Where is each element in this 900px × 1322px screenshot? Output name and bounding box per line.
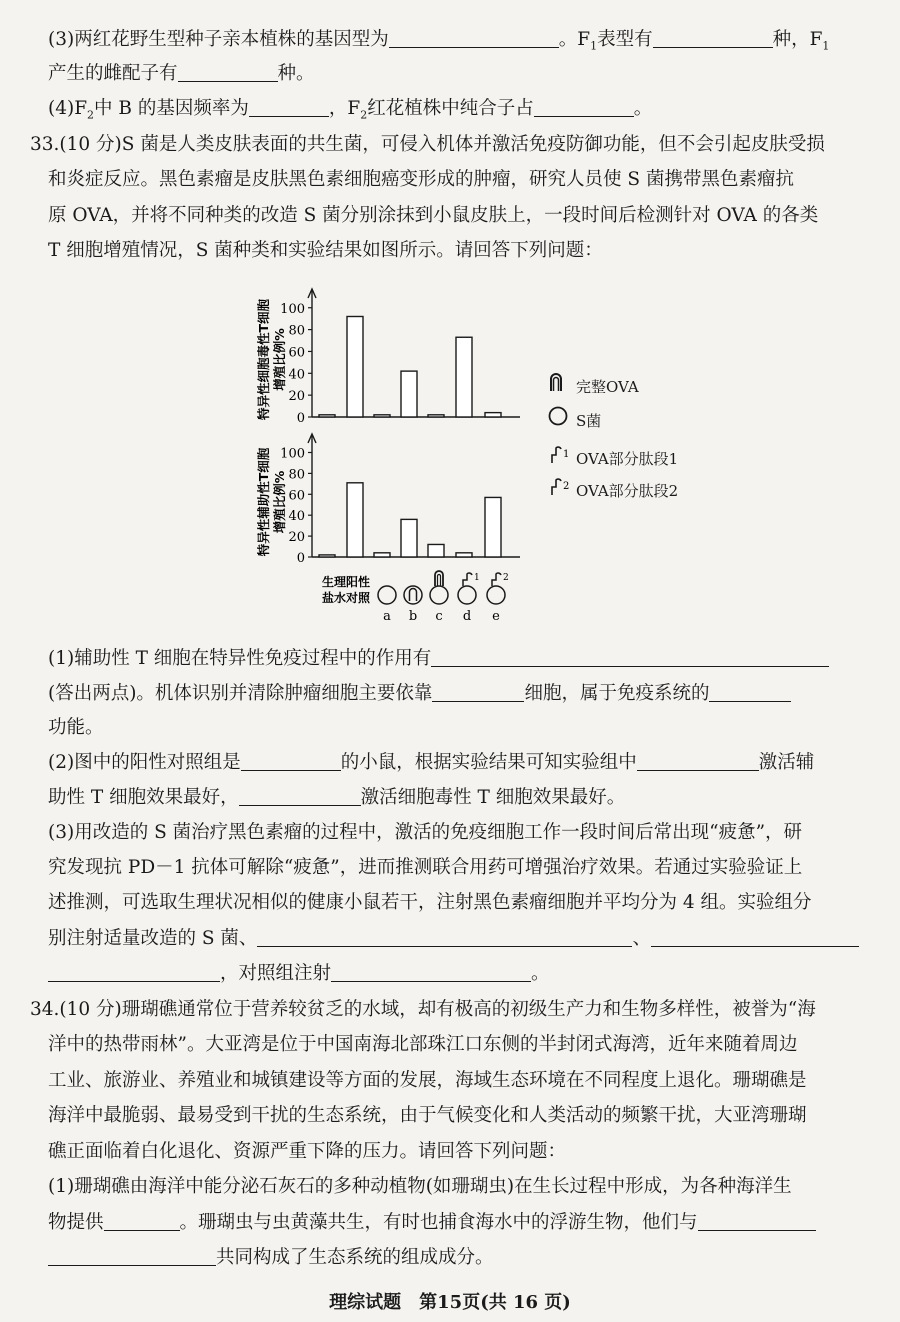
category-label-positive-bottom: 对照 bbox=[346, 591, 371, 605]
fragment-1-mark: 1 bbox=[474, 573, 480, 583]
t-cell-proliferation-chart bbox=[250, 282, 540, 627]
y-tick-label: 80 bbox=[288, 323, 305, 339]
q32-p3-text4: 种，F bbox=[772, 29, 823, 50]
y-axis-label-line1: 特异性细胞毒性T细胞 bbox=[256, 298, 271, 421]
q34-number: 34. bbox=[30, 999, 60, 1020]
q32-p3-text3: 表型有 bbox=[597, 29, 653, 50]
legend-label: OVA部分肽段2 bbox=[576, 482, 679, 500]
y-tick-label: 60 bbox=[288, 345, 305, 361]
legend-label: 完整OVA bbox=[576, 378, 639, 396]
answer-blank[interactable] bbox=[331, 963, 531, 982]
y-axis-label bbox=[256, 447, 287, 556]
q33-p3-text3: 、 bbox=[632, 928, 651, 949]
s-bacteria-icon bbox=[378, 586, 396, 604]
subscript: 2 bbox=[360, 108, 368, 122]
q33-number: 33. bbox=[30, 134, 60, 155]
intact-ova-icon bbox=[548, 372, 576, 396]
intact-ova-icon-inner bbox=[438, 575, 441, 587]
fragment-2-mark: 2 bbox=[503, 573, 509, 583]
q32-p4-text4: 红花植株中纯合子占 bbox=[367, 98, 534, 119]
q33-p3-text4: ，对照组注射 bbox=[220, 963, 332, 984]
q34-stem-line bbox=[48, 1140, 566, 1164]
answer-blank[interactable] bbox=[698, 1212, 816, 1231]
q33-p3-text: (3)用改造的 S 菌治疗黑色素瘤的过程中，激活的免疫细胞工作一段时间后常出现“疲惫”，研 bbox=[48, 822, 803, 843]
bar bbox=[347, 483, 363, 557]
q34-stem-text: 工业、旅游业、养殖业和城镇建设等方面的发展，海域生态环境在不同程度上退化。珊瑚礁是 bbox=[48, 1070, 807, 1091]
q33-p2-text2: 的小鼠，根据实验结果可知实验组中 bbox=[340, 752, 637, 773]
y-tick-label: 0 bbox=[296, 551, 305, 566]
subscript: 1 bbox=[590, 39, 598, 53]
y-tick-label: 20 bbox=[288, 389, 305, 405]
answer-blank[interactable] bbox=[431, 648, 829, 667]
q34-p1-text2: 物提供 bbox=[48, 1212, 104, 1233]
q33-p1-text4: 功能。 bbox=[48, 717, 104, 738]
q33-part3-line bbox=[48, 856, 802, 880]
q33-stem-line bbox=[48, 239, 603, 263]
y-tick-label: 100 bbox=[280, 301, 305, 317]
y-axis-label-line2: 增殖比例% bbox=[272, 470, 287, 534]
bar bbox=[401, 519, 417, 557]
y-axis-label-line2: 增殖比例% bbox=[272, 328, 287, 391]
q34-stem-text: 海洋中最脆弱、最易受到干扰的生态系统，由于气候变化和人类活动的频繁干扰，大亚湾珊瑚 bbox=[48, 1105, 807, 1126]
q33-part3-line bbox=[48, 891, 812, 915]
bar bbox=[374, 553, 390, 557]
q33-p3-text5: 。 bbox=[531, 963, 550, 984]
q33-p3-text: 究发现抗 PD－1 抗体可解除“疲惫”，进而推测联合用药可增强治疗效果。若通过实验验证上 bbox=[48, 857, 803, 878]
q32-part3-line bbox=[48, 28, 829, 59]
bar bbox=[456, 337, 472, 417]
answer-blank[interactable] bbox=[534, 98, 634, 117]
q33-stem-text: 和炎症反应。黑色素瘤是皮肤黑色素细胞癌变形成的肿瘤，研究人员使 S 菌携带黑色素瘤抗 bbox=[48, 169, 794, 190]
bar bbox=[428, 544, 444, 557]
answer-blank[interactable] bbox=[257, 928, 632, 947]
q33-p2-text5: 激活细胞毒性 T 细胞效果最好。 bbox=[360, 787, 626, 808]
subscript: 1 bbox=[822, 39, 830, 53]
q32-part3-line2 bbox=[48, 62, 315, 86]
category-label-saline-top: 生理 bbox=[322, 575, 347, 589]
y-tick-label: 40 bbox=[288, 509, 305, 525]
y-tick-label: 0 bbox=[296, 411, 305, 426]
answer-blank[interactable] bbox=[653, 29, 773, 48]
y-tick-label: 20 bbox=[288, 530, 305, 546]
bar bbox=[319, 415, 335, 417]
answer-blank[interactable] bbox=[432, 683, 524, 702]
q34-p1-text: (1)珊瑚礁由海洋中能分泌石灰石的多种动植物(如珊瑚虫)在生长过程中形成，为各种海洋生 bbox=[48, 1176, 792, 1197]
q34-stem-line bbox=[48, 1033, 797, 1057]
legend-item bbox=[548, 476, 678, 501]
answer-blank[interactable] bbox=[241, 752, 341, 771]
y-tick-label: 60 bbox=[288, 488, 305, 504]
y-tick-label: 40 bbox=[288, 367, 305, 383]
q34-stem-text: (10 分)珊瑚礁通常位于营养较贫乏的水域，却有极高的初级生产力和生物多样性，被誉为“海 bbox=[59, 999, 816, 1020]
legend-label: S菌 bbox=[576, 412, 602, 430]
subscript: 2 bbox=[87, 108, 95, 122]
q34-stem-text: 洋中的热带雨林”。大亚湾是位于中国南海北部珠江口东侧的半封闭式海湾，近年来随着周边 bbox=[48, 1034, 798, 1055]
answer-blank[interactable] bbox=[651, 928, 859, 947]
category-label-saline-bottom: 盐水 bbox=[322, 591, 347, 605]
q34-p1-text3: 。珊瑚虫与虫黄藻共生，有时也捕食海水中的浮游生物，他们与 bbox=[179, 1212, 698, 1233]
legend-item bbox=[548, 372, 639, 397]
q33-p1-text2: (答出两点)。机体识别并清除肿瘤细胞主要依靠 bbox=[48, 683, 433, 704]
q33-p3-text2: 别注射适量改造的 S 菌、 bbox=[48, 928, 258, 949]
legend-label: OVA部分肽段1 bbox=[576, 450, 679, 468]
chart-cytotoxic-t bbox=[256, 289, 520, 426]
category-label: b bbox=[408, 609, 418, 624]
q33-stem-text: T 细胞增殖情况，S 菌种类和实验结果如图所示。请回答下列问题： bbox=[48, 240, 603, 261]
bar bbox=[401, 371, 417, 417]
s-bacteria-icon bbox=[548, 406, 576, 430]
legend-frag2-num: 2 bbox=[563, 481, 570, 492]
answer-blank[interactable] bbox=[249, 98, 329, 117]
q33-part2-line2 bbox=[48, 786, 625, 810]
q33-p1-text3: 细胞，属于免疫系统的 bbox=[524, 683, 710, 704]
q32-p3-text5: 产生的雌配子有 bbox=[48, 63, 178, 84]
answer-blank[interactable] bbox=[637, 752, 759, 771]
bar bbox=[485, 497, 501, 557]
chart-helper-t bbox=[256, 434, 520, 566]
q33-part3-line bbox=[48, 821, 802, 845]
q33-p2-text3: 激活辅 bbox=[758, 752, 815, 773]
category-label: e bbox=[492, 609, 500, 624]
ova-fragment-1-icon bbox=[548, 444, 576, 468]
q33-part1-line bbox=[48, 647, 829, 671]
category-label: d bbox=[462, 609, 472, 624]
q34-stem-line bbox=[48, 1104, 807, 1128]
legend-item bbox=[548, 406, 601, 431]
q32-p3-text6: 种。 bbox=[277, 63, 315, 84]
q33-stem-line bbox=[30, 133, 825, 157]
s-bacteria-icon bbox=[487, 586, 505, 604]
ova-fragment-2-icon bbox=[492, 573, 501, 586]
q33-stem-line bbox=[48, 168, 794, 192]
ova-fragment-2-icon bbox=[548, 476, 576, 500]
bar bbox=[456, 553, 472, 557]
legend-frag1-num: 1 bbox=[563, 449, 570, 460]
legend-item bbox=[548, 444, 678, 469]
ova-fragment-1-icon bbox=[463, 573, 472, 586]
intact-ova-icon bbox=[435, 571, 443, 586]
s-bacteria-icon bbox=[430, 586, 448, 604]
q33-p2-text: (2)图中的阳性对照组是 bbox=[48, 752, 241, 773]
q33-part1-line3 bbox=[48, 716, 104, 740]
q33-stem-text: (10 分)S 菌是人类皮肤表面的共生菌，可侵入机体并激活免疫防御功能，但不会引起皮肤受损 bbox=[59, 134, 825, 155]
page-footer: 理综试题 第15页(共 16 页) bbox=[329, 1292, 571, 1313]
answer-blank[interactable] bbox=[104, 1212, 180, 1231]
q32-p4-text2: 中 B 的基因频率为 bbox=[94, 98, 249, 119]
bar bbox=[374, 415, 390, 417]
y-tick-label: 100 bbox=[280, 446, 305, 462]
answer-blank[interactable] bbox=[178, 63, 278, 82]
q34-part1-line3 bbox=[48, 1246, 494, 1270]
chart-x-categories bbox=[322, 571, 509, 624]
answer-blank[interactable] bbox=[239, 787, 361, 806]
q34-stem-text: 礁正面临着白化退化、资源严重下降的压力。请回答下列问题： bbox=[48, 1141, 567, 1162]
q33-part3-line4 bbox=[48, 927, 859, 951]
answer-blank[interactable] bbox=[48, 1247, 216, 1266]
q33-stem-line bbox=[48, 204, 818, 228]
q33-part3-line5 bbox=[48, 962, 550, 986]
answer-blank[interactable] bbox=[48, 963, 220, 982]
q32-part4-line bbox=[48, 97, 652, 128]
bar bbox=[485, 413, 501, 417]
q32-p3-text2: 。F bbox=[558, 29, 591, 50]
q34-part1-line2 bbox=[48, 1211, 816, 1235]
intact-ova-icon bbox=[410, 589, 417, 602]
q34-part1-line bbox=[48, 1175, 792, 1199]
q33-part1-line2 bbox=[48, 682, 791, 706]
q32-p4-text3: ，F bbox=[328, 98, 361, 119]
bar bbox=[428, 415, 444, 417]
q32-p4-text5: 。 bbox=[633, 98, 653, 119]
q33-part2-line bbox=[48, 751, 814, 775]
bar bbox=[347, 316, 363, 417]
category-label: a bbox=[383, 609, 391, 624]
category-label: c bbox=[435, 609, 443, 624]
bar bbox=[319, 555, 335, 557]
q32-p4-text: (4)F bbox=[48, 98, 88, 119]
y-tick-label: 80 bbox=[288, 467, 305, 483]
q32-p3-text: (3)两红花野生型种子亲本植株的基因型为 bbox=[48, 29, 389, 50]
answer-blank[interactable] bbox=[709, 683, 791, 702]
q33-stem-text: 原 OVA，并将不同种类的改造 S 菌分别涂抹到小鼠皮肤上，一段时间后检测针对 OVA 的各类 bbox=[48, 205, 819, 226]
q34-p1-text4: 共同构成了生态系统的组成成分。 bbox=[216, 1247, 494, 1268]
q33-p2-text4: 助性 T 细胞效果最好， bbox=[48, 787, 239, 808]
q34-stem-line bbox=[30, 998, 816, 1022]
y-axis-label-line1: 特异性辅助性T细胞 bbox=[256, 447, 271, 557]
q34-stem-line bbox=[48, 1069, 807, 1093]
q33-p3-text: 述推测，可选取生理状况相似的健康小鼠若干，注射黑色素瘤细胞并平均分为 4 组。实验组分 bbox=[48, 892, 812, 913]
s-bacteria-icon bbox=[458, 586, 476, 604]
answer-blank[interactable] bbox=[389, 29, 559, 48]
q33-p1-text: (1)辅助性 T 细胞在特异性免疫过程中的作用有 bbox=[48, 648, 432, 669]
category-label-positive-top: 阳性 bbox=[346, 575, 371, 589]
